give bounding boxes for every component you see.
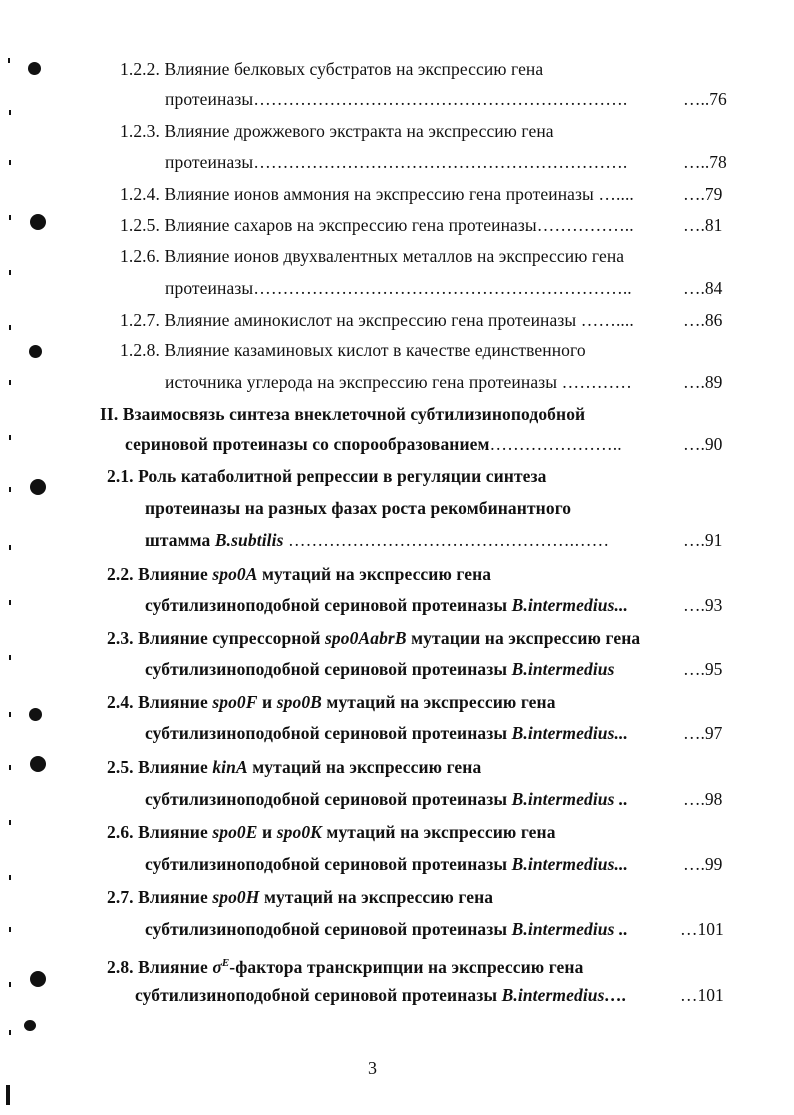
toc-entry-1-2-5: 1.2.5. Влияние сахаров на экспрессию гена протеиназы…………….. (120, 215, 634, 235)
toc-page-number: ….81 (683, 215, 723, 235)
toc-entry-2-5: 2.5. Влияние kinA мутаций на экспрессию гена (107, 757, 482, 777)
binding-hole-mark (30, 214, 46, 230)
toc-page-number: ….86 (683, 310, 723, 330)
margin-tick-mark (9, 110, 11, 115)
toc-entry-2-3-cont: субтилизиноподобной сериновой протеиназы B.intermedius (145, 659, 615, 679)
margin-tick-mark (9, 875, 11, 880)
margin-tick-mark (8, 58, 10, 63)
toc-entry-1-2-3-cont: протеиназы………………………………………………………. (165, 152, 628, 172)
margin-tick-mark (9, 487, 11, 492)
margin-tick-mark (9, 765, 11, 770)
binding-hole-mark (28, 62, 41, 75)
toc-entry-1-2-7: 1.2.7. Влияние аминокислот на экспрессию гена протеиназы …….... (120, 310, 634, 330)
toc-page-number: ….89 (683, 372, 723, 392)
toc-page-number: ….99 (683, 854, 723, 874)
toc-page-number: ….84 (683, 278, 723, 298)
margin-tick-mark (9, 380, 11, 385)
toc-entry-2-8-cont: субтилизиноподобной сериновой протеиназы B.intermedius…. (135, 985, 627, 1005)
toc-page-number: ….97 (683, 723, 723, 743)
toc-entry-2-5-cont: субтилизиноподобной сериновой протеиназы B.intermedius .. (145, 789, 628, 809)
margin-tick-mark (9, 820, 11, 825)
toc-section-2-title-cont: сериновой протеиназы со спорообразованием………………….. (125, 434, 622, 454)
toc-page-number: ….95 (683, 659, 723, 679)
binding-hole-mark (30, 479, 46, 495)
toc-entry-1-2-2-cont: протеиназы………………………………………………………. (165, 89, 628, 109)
toc-entry-2-4: 2.4. Влияние spo0F и spo0B мутаций на экспрессию гена (107, 692, 556, 712)
toc-entry-2-7-cont: субтилизиноподобной сериновой протеиназы B.intermedius .. (145, 919, 628, 939)
toc-entry-1-2-6-cont: протеиназы……………………………………………………….. (165, 278, 632, 298)
margin-tick-mark (9, 655, 11, 660)
page-number: 3 (368, 1058, 377, 1078)
margin-tick-mark (9, 160, 11, 165)
binding-hole-mark (30, 756, 46, 772)
toc-page-number: …..76 (683, 89, 727, 109)
margin-tick-mark (9, 270, 11, 275)
margin-tick-mark (9, 215, 11, 220)
toc-entry-1-2-2: 1.2.2. Влияние белковых субстратов на экспрессию гена (120, 59, 544, 79)
toc-entry-2-6: 2.6. Влияние spo0E и spo0K мутаций на экспрессию гена (107, 822, 556, 842)
margin-tick-mark (9, 927, 11, 932)
toc-entry-2-2-cont: субтилизиноподобной сериновой протеиназы B.intermedius... (145, 595, 628, 615)
toc-entry-1-2-3: 1.2.3. Влияние дрожжевого экстракта на экспрессию гена (120, 121, 554, 141)
toc-entry-1-2-4: 1.2.4. Влияние ионов аммония на экспрессию гена протеиназы ….... (120, 184, 634, 204)
margin-tick-mark (9, 435, 11, 440)
margin-tick-mark (9, 1030, 11, 1035)
binding-hole-mark (29, 708, 42, 721)
toc-entry-1-2-8-cont: источника углерода на экспрессию гена протеиназы ………… (165, 372, 632, 392)
margin-tick-mark (9, 600, 11, 605)
binding-hole-mark (29, 345, 42, 358)
toc-entry-2-1-cont: протеиназы на разных фазах роста рекомбинантного (145, 498, 572, 518)
toc-page-number: ….98 (683, 789, 723, 809)
binding-hole-mark (24, 1020, 36, 1031)
toc-entry-1-2-8: 1.2.8. Влияние казаминовых кислот в качестве единственного (120, 340, 586, 360)
toc-entry-1-2-6: 1.2.6. Влияние ионов двухвалентных металлов на экспрессию гена (120, 246, 625, 266)
margin-tick-mark (9, 982, 11, 987)
toc-entry-2-4-cont: субтилизиноподобной сериновой протеиназы B.intermedius... (145, 723, 628, 743)
toc-page-number: ….90 (683, 434, 723, 454)
margin-tick-mark (9, 545, 11, 550)
toc-entry-2-8: 2.8. Влияние $\sigma^E$-фактора транскрипции на экспрессию гена (107, 956, 584, 977)
toc-page-number: ….79 (683, 184, 723, 204)
toc-entry-2-1: 2.1. Роль катаболитной репрессии в регуляции синтеза (107, 466, 547, 486)
toc-page-number: ….93 (683, 595, 723, 615)
toc-entry-2-2: 2.2. Влияние spo0A мутаций на экспрессию гена (107, 564, 492, 584)
toc-entry-2-1-cont2: штамма B.subtilis ………………………………………….…… (145, 530, 610, 550)
toc-page-number: ….91 (683, 530, 723, 550)
margin-tick-mark (9, 712, 11, 717)
toc-page-number: …101 (680, 985, 724, 1005)
margin-tick-mark (9, 325, 11, 330)
toc-entry-2-7: 2.7. Влияние spo0H мутаций на экспрессию гена (107, 887, 494, 907)
margin-tick-mark (6, 1085, 10, 1105)
toc-entry-2-6-cont: субтилизиноподобной сериновой протеиназы B.intermedius... (145, 854, 628, 874)
binding-hole-mark (30, 971, 46, 987)
toc-entry-2-3: 2.3. Влияние супрессорной spo0AabrB мутации на экспрессию гена (107, 628, 641, 648)
toc-page-number: …101 (680, 919, 724, 939)
toc-section-2-title: II. Взаимосвязь синтеза внеклеточной субтилизиноподобной (100, 404, 586, 424)
toc-page-number: …..78 (683, 152, 727, 172)
